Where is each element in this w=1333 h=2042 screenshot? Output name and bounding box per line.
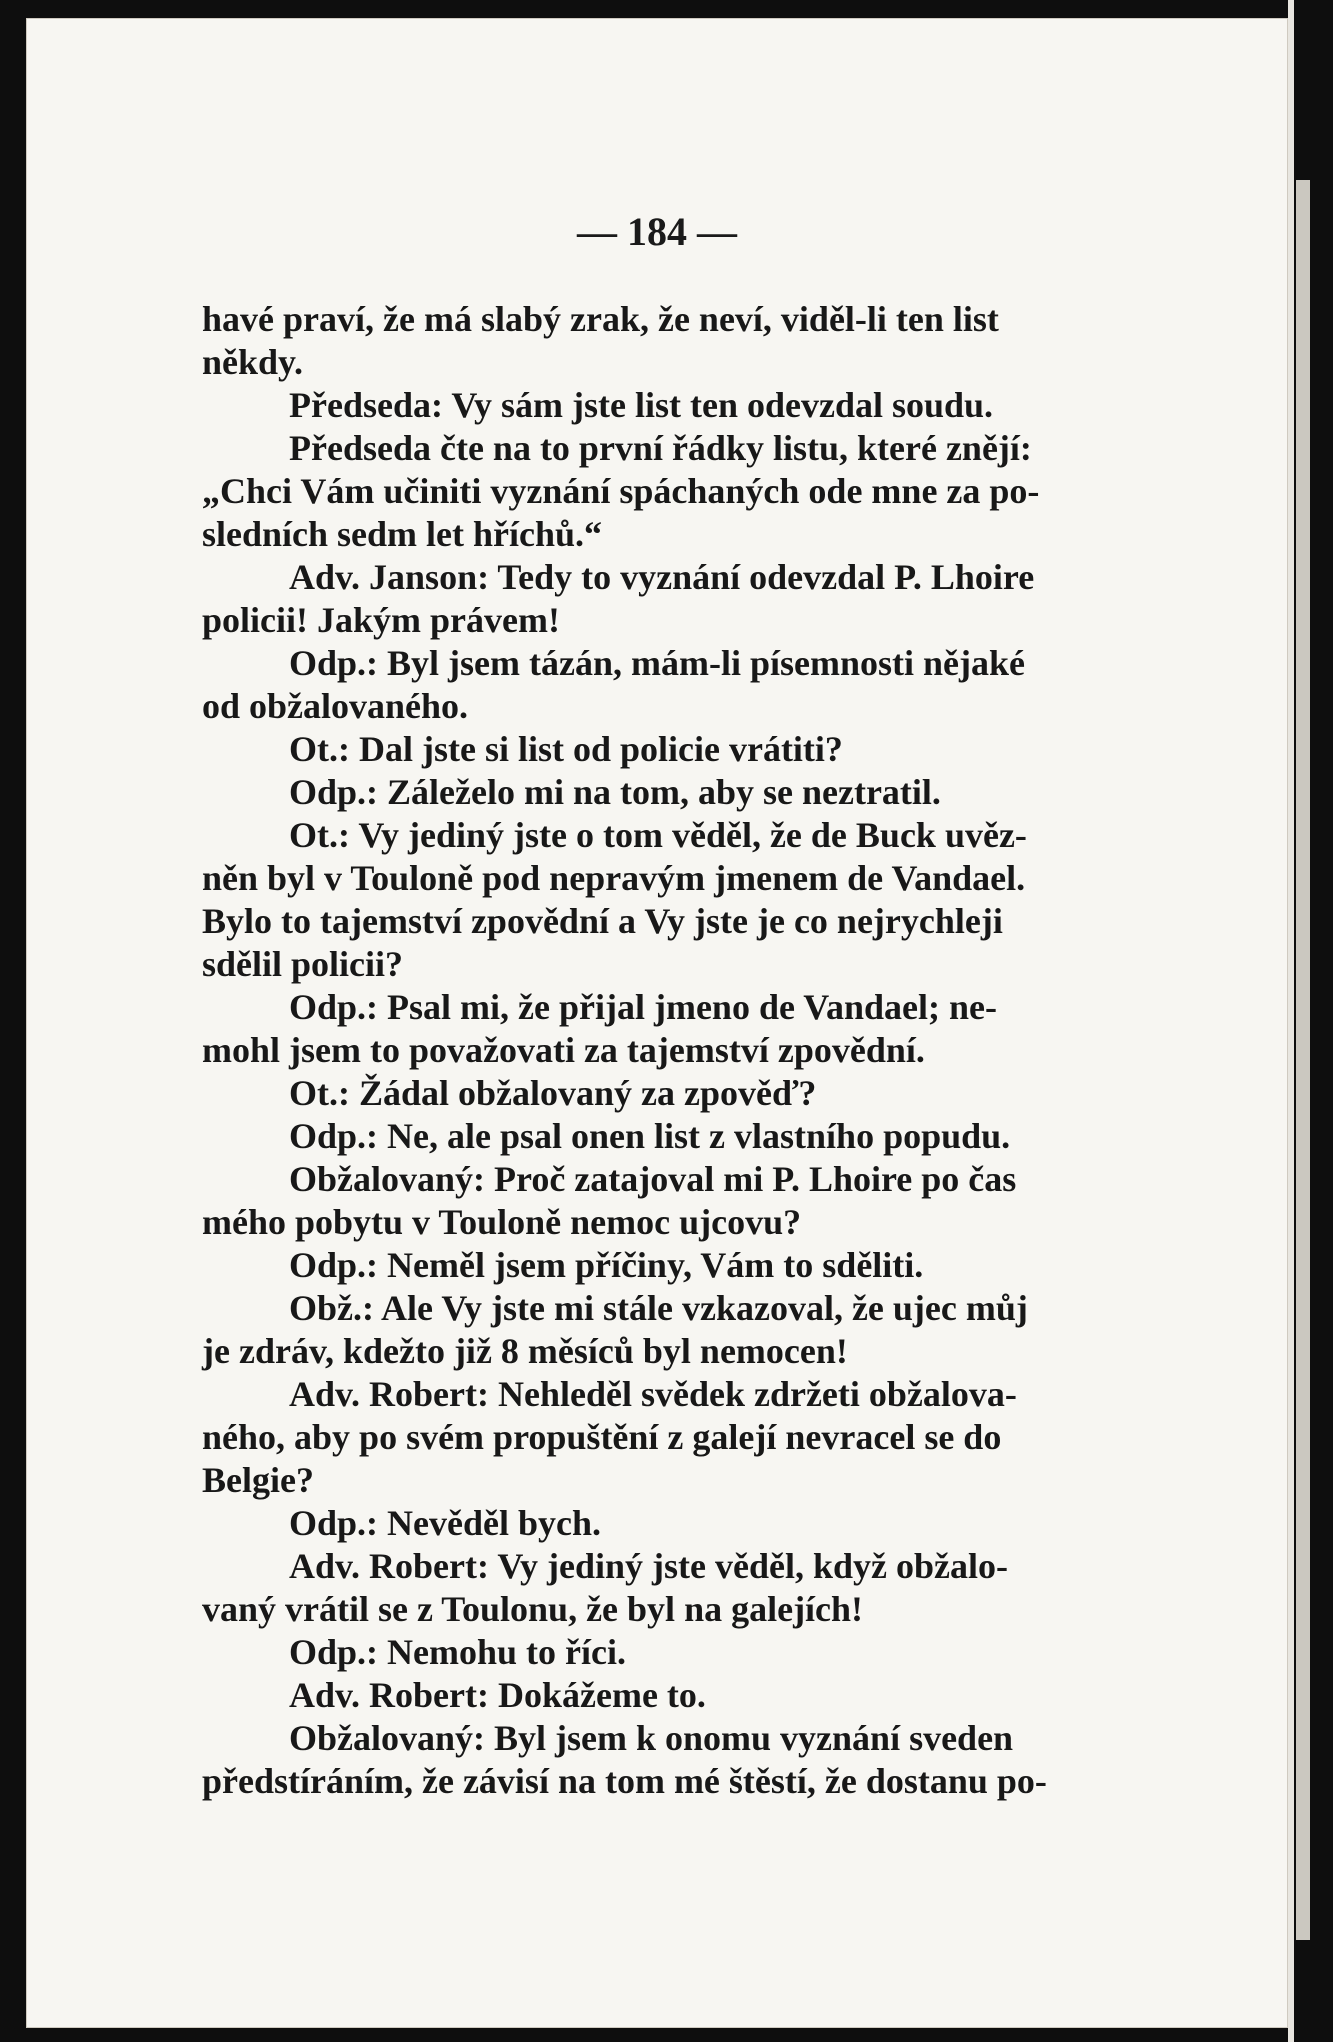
- text-line: Odp.: Nevěděl bych.: [289, 1503, 602, 1543]
- text-line: Předseda: Vy sám jste list ten odevzdal soudu.: [289, 385, 994, 425]
- text-line: Obžalovaný: Proč zatajoval mi P. Lhoire po čas: [289, 1159, 1017, 1199]
- text-line: Odp.: Ne, ale psal onen list z vlastního popudu.: [289, 1116, 1011, 1156]
- text-line: Předseda čte na to první řádky listu, které znějí:: [289, 428, 1032, 468]
- text-line: od obžalovaného.: [202, 686, 469, 726]
- text-line: Adv. Robert: Vy jediný jste věděl, když obžalo-: [289, 1546, 1008, 1586]
- text-line: je zdráv, kdežto již 8 měsíců byl nemocen!: [202, 1331, 848, 1371]
- page-number: — 184 —: [577, 209, 737, 254]
- text-line: Obžalovaný: Byl jsem k onomu vyznání sveden: [289, 1718, 1014, 1758]
- text-line: Ot.: Vy jediný jste o tom věděl, že de Buck uvěz-: [289, 815, 1027, 855]
- book-page: [26, 18, 1288, 2028]
- page-text: [202, 298, 1187, 1803]
- next-page-edge: [1296, 180, 1310, 1940]
- text-line: Obž.: Ale Vy jste mi stále vzkazoval, že ujec můj: [289, 1288, 1028, 1328]
- text-line: sledních sedm let hříchů.“: [202, 514, 603, 554]
- text-line: ného, aby po svém propuštění z galejí nevracel se do: [202, 1417, 1002, 1457]
- text-line: Adv. Robert: Dokážeme to.: [289, 1675, 706, 1715]
- text-line: mohl jsem to považovati za tajemství zpovědní.: [202, 1030, 925, 1070]
- text-line: vaný vrátil se z Toulonu, že byl na galejích!: [202, 1589, 864, 1629]
- text-line: někdy.: [202, 342, 304, 382]
- text-line: něn byl v Touloně pod nepravým jmenem de Vandael.: [202, 858, 1026, 898]
- text-line: Ot.: Dal jste si list od policie vrátiti?: [289, 729, 843, 769]
- page-edge: [1288, 0, 1294, 2042]
- text-line: Odp.: Byl jsem tázán, mám-li písemnosti nějaké: [289, 643, 1025, 683]
- text-line: havé praví, že má slabý zrak, že neví, viděl-li ten list: [202, 299, 999, 339]
- text-line: Odp.: Psal mi, že přijal jmeno de Vandael; ne-: [289, 987, 997, 1027]
- text-line: mého pobytu v Touloně nemoc ujcovu?: [202, 1202, 802, 1242]
- text-line: sdělil policii?: [202, 944, 404, 984]
- text-line: předstíráním, že závisí na tom mé štěstí, že dostanu po-: [202, 1761, 1047, 1801]
- text-line: Adv. Janson: Tedy to vyznání odevzdal P. Lhoire: [289, 557, 1035, 597]
- text-line: „Chci Vám učiniti vyznání spáchaných ode mne za po-: [202, 471, 1040, 511]
- text-line: policii! Jakým právem!: [202, 600, 560, 640]
- text-line: Belgie?: [202, 1460, 314, 1500]
- text-line: Odp.: Neměl jsem příčiny, Vám to sděliti.: [289, 1245, 924, 1285]
- text-line: Bylo to tajemství zpovědní a Vy jste je co nejrychleji: [202, 901, 1003, 941]
- text-line: Odp.: Záleželo mi na tom, aby se neztratil.: [289, 772, 941, 812]
- text-line: Adv. Robert: Nehleděl svědek zdržeti obžalova-: [289, 1374, 1017, 1414]
- text-line: Ot.: Žádal obžalovaný za zpověď?: [289, 1073, 817, 1113]
- text-line: Odp.: Nemohu to říci.: [289, 1632, 626, 1672]
